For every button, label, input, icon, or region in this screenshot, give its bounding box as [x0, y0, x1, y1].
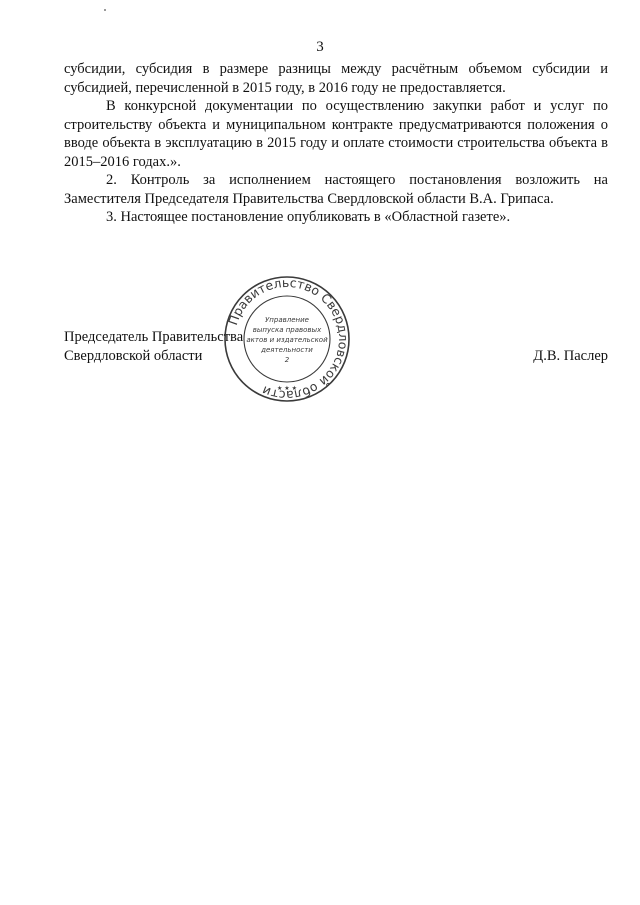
paragraph-tender-documentation: В конкурсной документации по осуществлению закупки работ и услуг по строительству объекта и муниципальном контракте предусматриваются положения о вводе объекта в эксплуатацию в 2015 году и оплате стоимости строительства объекта в 2015–2016 годах.». — [64, 98, 608, 170]
scan-speck — [104, 9, 106, 11]
signatory-name: Д.В. Паслер — [533, 347, 608, 364]
stamp-line-4: деятельности — [261, 346, 313, 354]
stamp-line-1: Управление — [265, 316, 309, 324]
stamp-ring-text: Правительство Свердловской области — [225, 274, 352, 404]
stamp-line-3: актов и издательской — [246, 336, 328, 344]
page-number: 3 — [316, 39, 324, 55]
document-body — [64, 60, 608, 227]
stamp-stars: ★ ★ ★ — [277, 385, 297, 392]
official-stamp — [222, 274, 352, 404]
paragraph-publication-clause: 3. Настоящее постановление опубликовать в «Областной газете». — [106, 209, 511, 225]
stamp-seal-graphic — [222, 274, 352, 404]
signatory-position-line-2: Свердловской области — [64, 347, 203, 364]
stamp-number: 2 — [284, 356, 290, 364]
signatory-position-line-1: Председатель Правительства — [64, 329, 244, 345]
paragraph-subsidy-continuation: субсидии, субсидия в размере разницы между расчётным объемом субсидии и субсидией, перечисленной в 2015 году, в 2016 году не предоставляется. — [64, 61, 608, 96]
stamp-line-2: выпуска правовых — [252, 326, 322, 334]
paragraph-control-clause: 2. Контроль за исполнением настоящего постановления возложить на Заместителя Председателя Правительства Свердловской области В.А. Грипаса. — [64, 172, 608, 207]
